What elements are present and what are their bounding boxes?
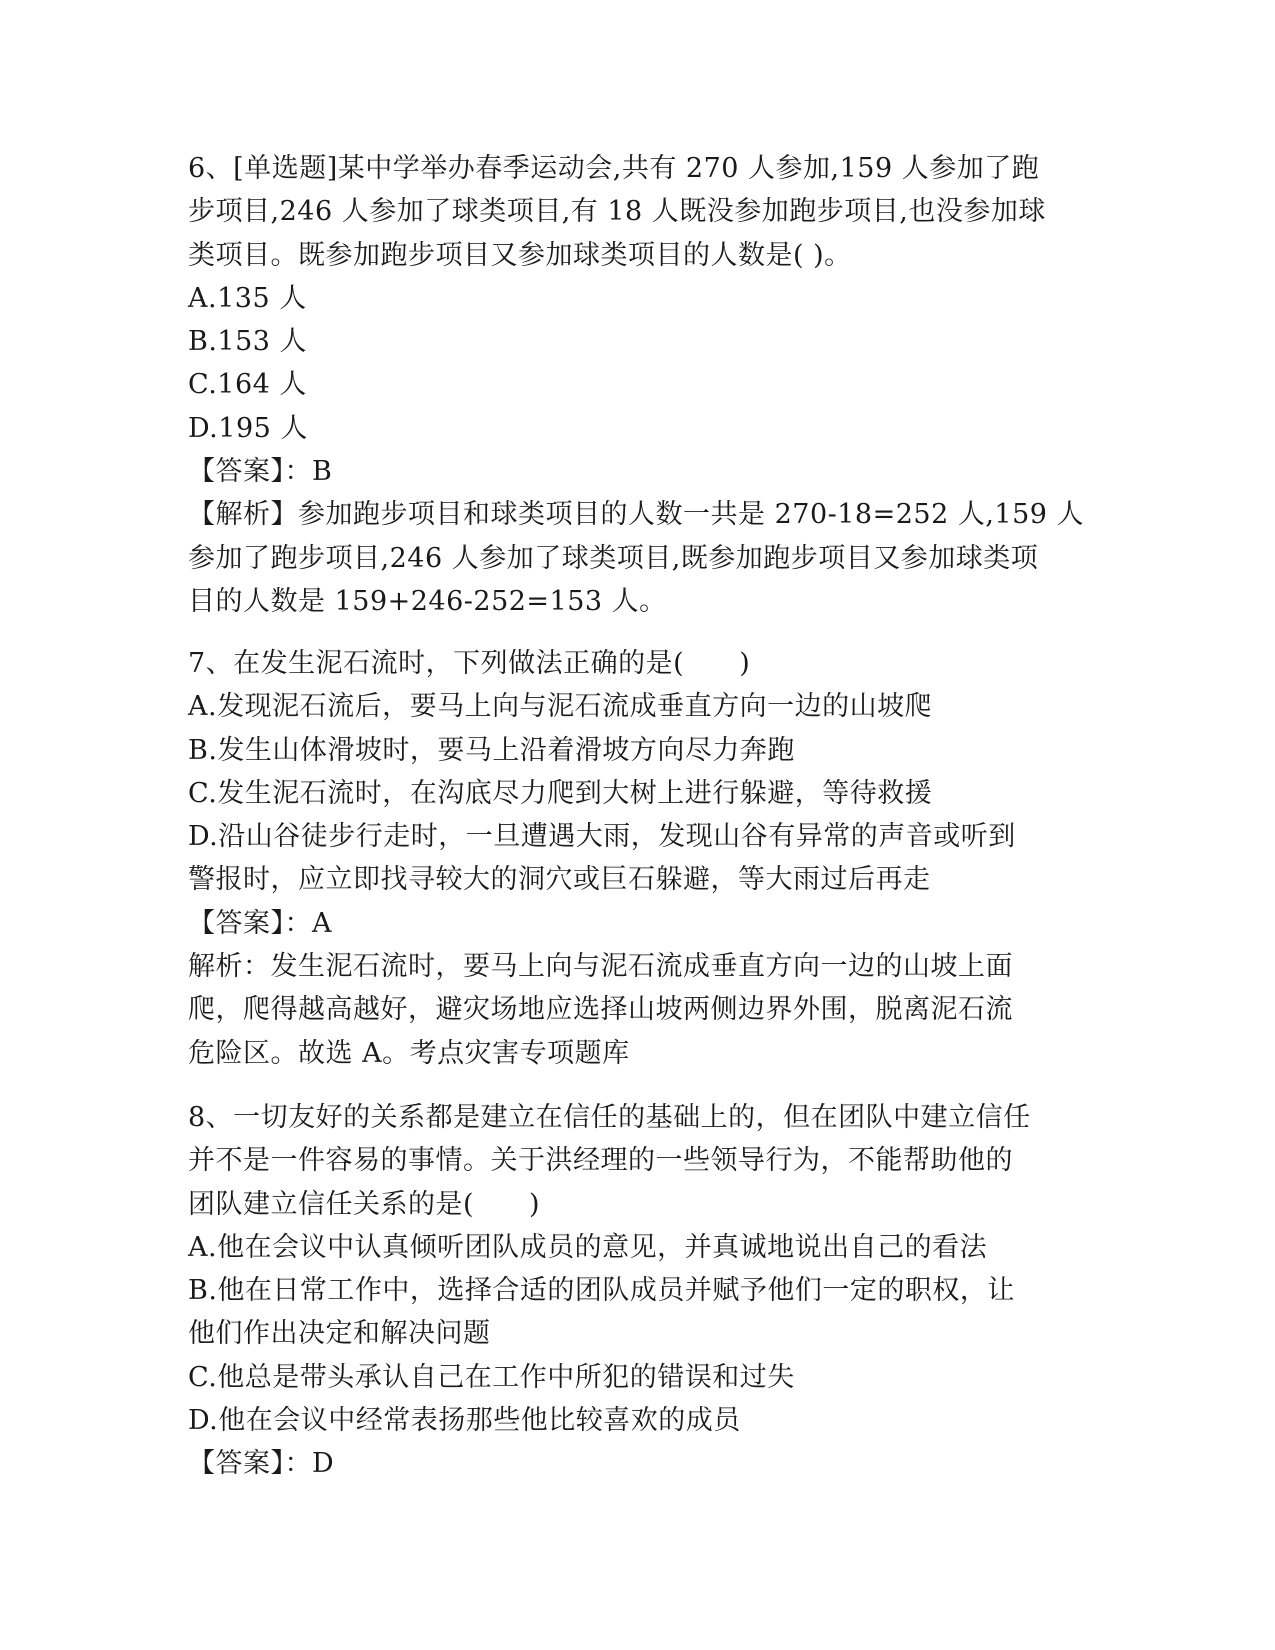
question-stem-line: 团队建立信任关系的是( ) [188, 1188, 541, 1220]
question-7 [188, 642, 1088, 1075]
analysis-line: 【解析】参加跑步项目和球类项目的人数一共是 270-18=252 人,159 人 [188, 499, 1085, 531]
option-c: C.164 人 [188, 369, 307, 401]
option-b: B.发生山体滑坡时，要马上沿着滑坡方向尽力奔跑 [188, 734, 795, 766]
analysis-line: 解析：发生泥石流时，要马上向与泥石流成垂直方向一边的山坡上面 [188, 951, 1013, 983]
option-d: D.他在会议中经常表扬那些他比较喜欢的成员 [188, 1405, 741, 1437]
option-d: D.沿山谷徒步行走时，一旦遭遇大雨，发现山谷有异常的声音或听到 [188, 821, 1016, 853]
analysis-line: 参加了跑步项目,246 人参加了球类项目,既参加跑步项目又参加球类项 [188, 542, 1039, 574]
option-d-continued: 警报时，应立即找寻较大的洞穴或巨石躲避，等大雨过后再走 [188, 864, 931, 896]
option-d: D.195 人 [188, 412, 308, 444]
question-stem-line: 并不是一件容易的事情。关于洪经理的一些领导行为，不能帮助他的 [188, 1145, 1013, 1177]
option-c: C.发生泥石流时，在沟底尽力爬到大树上进行躲避，等待救援 [188, 777, 933, 809]
analysis-line: 危险区。故选 A。考点灾害专项题库 [188, 1037, 630, 1069]
question-stem-line: 8、一切友好的关系都是建立在信任的基础上的，但在团队中建立信任 [188, 1102, 1031, 1133]
answer-line: 【答案】：A [188, 907, 332, 939]
question-6 [188, 147, 1088, 623]
question-stem-line: 6、[单选题]某中学举办春季运动会,共有 270 人参加,159 人参加了跑 [188, 153, 1040, 184]
answer-line: 【答案】：B [188, 456, 333, 488]
option-a: A.他在会议中认真倾听团队成员的意见，并真诚地说出自己的看法 [188, 1231, 988, 1263]
analysis-line: 爬，爬得越高越好，避灾场地应选择山坡两侧边界外围，脱离泥石流 [188, 994, 1013, 1026]
question-8 [188, 1096, 1088, 1486]
question-stem-line: 步项目,246 人参加了球类项目,有 18 人既没参加跑步项目,也没参加球 [188, 196, 1046, 228]
question-stem-line: 类项目。既参加跑步项目又参加球类项目的人数是( )。 [188, 239, 852, 271]
option-a: A.发现泥石流后，要马上向与泥石流成垂直方向一边的山坡爬 [188, 691, 933, 723]
option-c: C.他总是带头承认自己在工作中所犯的错误和过失 [188, 1361, 795, 1393]
option-b: B.153 人 [188, 326, 308, 358]
question-stem-line: 7、在发生泥石流时，下列做法正确的是( ) [188, 648, 751, 679]
option-b-continued: 他们作出决定和解决问题 [188, 1318, 491, 1350]
option-a: A.135 人 [188, 282, 307, 314]
option-b: B.他在日常工作中，选择合适的团队成员并赋予他们一定的职权，让 [188, 1275, 1015, 1307]
analysis-line: 目的人数是 159+246-252=153 人。 [188, 585, 667, 617]
answer-line: 【答案】：D [188, 1448, 335, 1480]
